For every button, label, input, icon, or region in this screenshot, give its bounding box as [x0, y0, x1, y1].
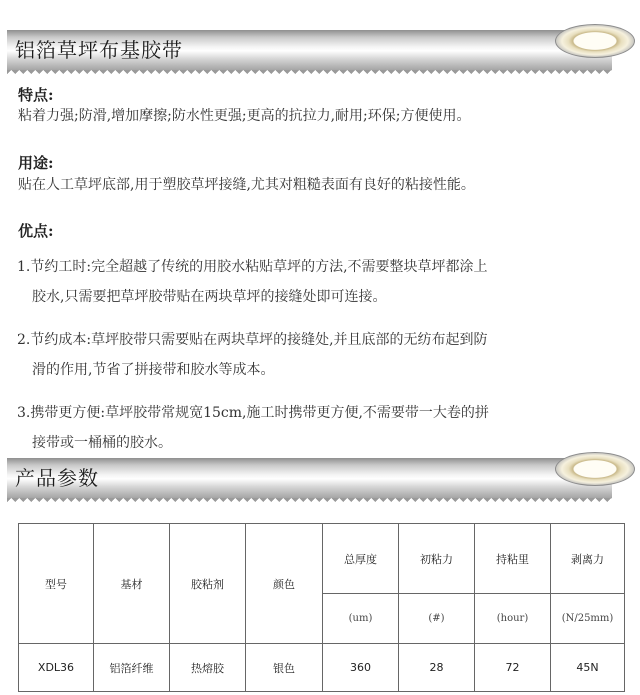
features-text: 粘着力强;防滑,增加摩擦;防水性更强;更高的抗拉力,耐用;环保;方便使用。: [18, 108, 471, 124]
params-table: [18, 523, 625, 692]
advantage-line: 2.节约成本:草坪胶带只需要贴在两块草坪的接缝处,并且底部的无纺布起到防: [17, 332, 488, 348]
cell-peel-strength: 45N: [551, 644, 625, 692]
table-row: [19, 644, 625, 692]
unit-thickness: (um): [323, 594, 399, 644]
section-banner-params: [7, 452, 635, 492]
advantage-item: [17, 325, 617, 385]
advantage-line: 1.节约工时:完全超越了传统的用胶水粘贴草坪的方法,不需要整块草坪都涂上: [17, 259, 488, 275]
section-title: 铝箔草坪布基胶带: [15, 38, 183, 62]
table-row: [19, 524, 625, 594]
advantage-line: 接带或一桶桶的胶水。: [32, 435, 172, 451]
header-model: 型号: [19, 524, 94, 644]
cell-adhesive: 热熔胶: [170, 644, 246, 692]
cell-thickness: 360: [323, 644, 399, 692]
features-heading: 特点:: [18, 86, 54, 104]
tape-roll-icon: [555, 452, 635, 486]
cell-substrate: 铝箔纤维: [94, 644, 170, 692]
section-banner-product: [7, 24, 635, 64]
cell-holding-power: 72: [475, 644, 551, 692]
unit-initial-tack: (#): [399, 594, 475, 644]
header-substrate: 基材: [94, 524, 170, 644]
advantages-heading: 优点:: [18, 222, 54, 240]
header-holding-power: 持粘里: [475, 524, 551, 594]
usage-text: 贴在人工草坪底部,用于塑胶草坪接缝,尤其对粗糙表面有良好的粘接性能。: [18, 177, 475, 193]
tape-roll-icon: [555, 24, 635, 58]
advantage-line: 3.携带更方便:草坪胶带常规宽15cm,施工时携带更方便,不需要带一大卷的拼: [17, 405, 489, 421]
cell-initial-tack: 28: [399, 644, 475, 692]
usage-heading: 用途:: [18, 154, 54, 172]
unit-holding-power: (hour): [475, 594, 551, 644]
advantage-line: 胶水,只需要把草坪胶带贴在两块草坪的接缝处即可连接。: [32, 289, 387, 305]
header-color: 颜色: [246, 524, 323, 644]
section-title: 产品参数: [15, 466, 99, 490]
header-peel-strength: 剥离力: [551, 524, 625, 594]
advantage-line: 滑的作用,节省了拼接带和胶水等成本。: [32, 362, 275, 378]
advantage-item: [17, 252, 617, 312]
advantage-item: [17, 398, 617, 458]
cell-color: 银色: [246, 644, 323, 692]
header-initial-tack: 初粘力: [399, 524, 475, 594]
header-thickness: 总厚度: [323, 524, 399, 594]
unit-peel-strength: (N/25mm): [551, 594, 625, 644]
header-adhesive: 胶粘剂: [170, 524, 246, 644]
cell-model: XDL36: [19, 644, 94, 692]
